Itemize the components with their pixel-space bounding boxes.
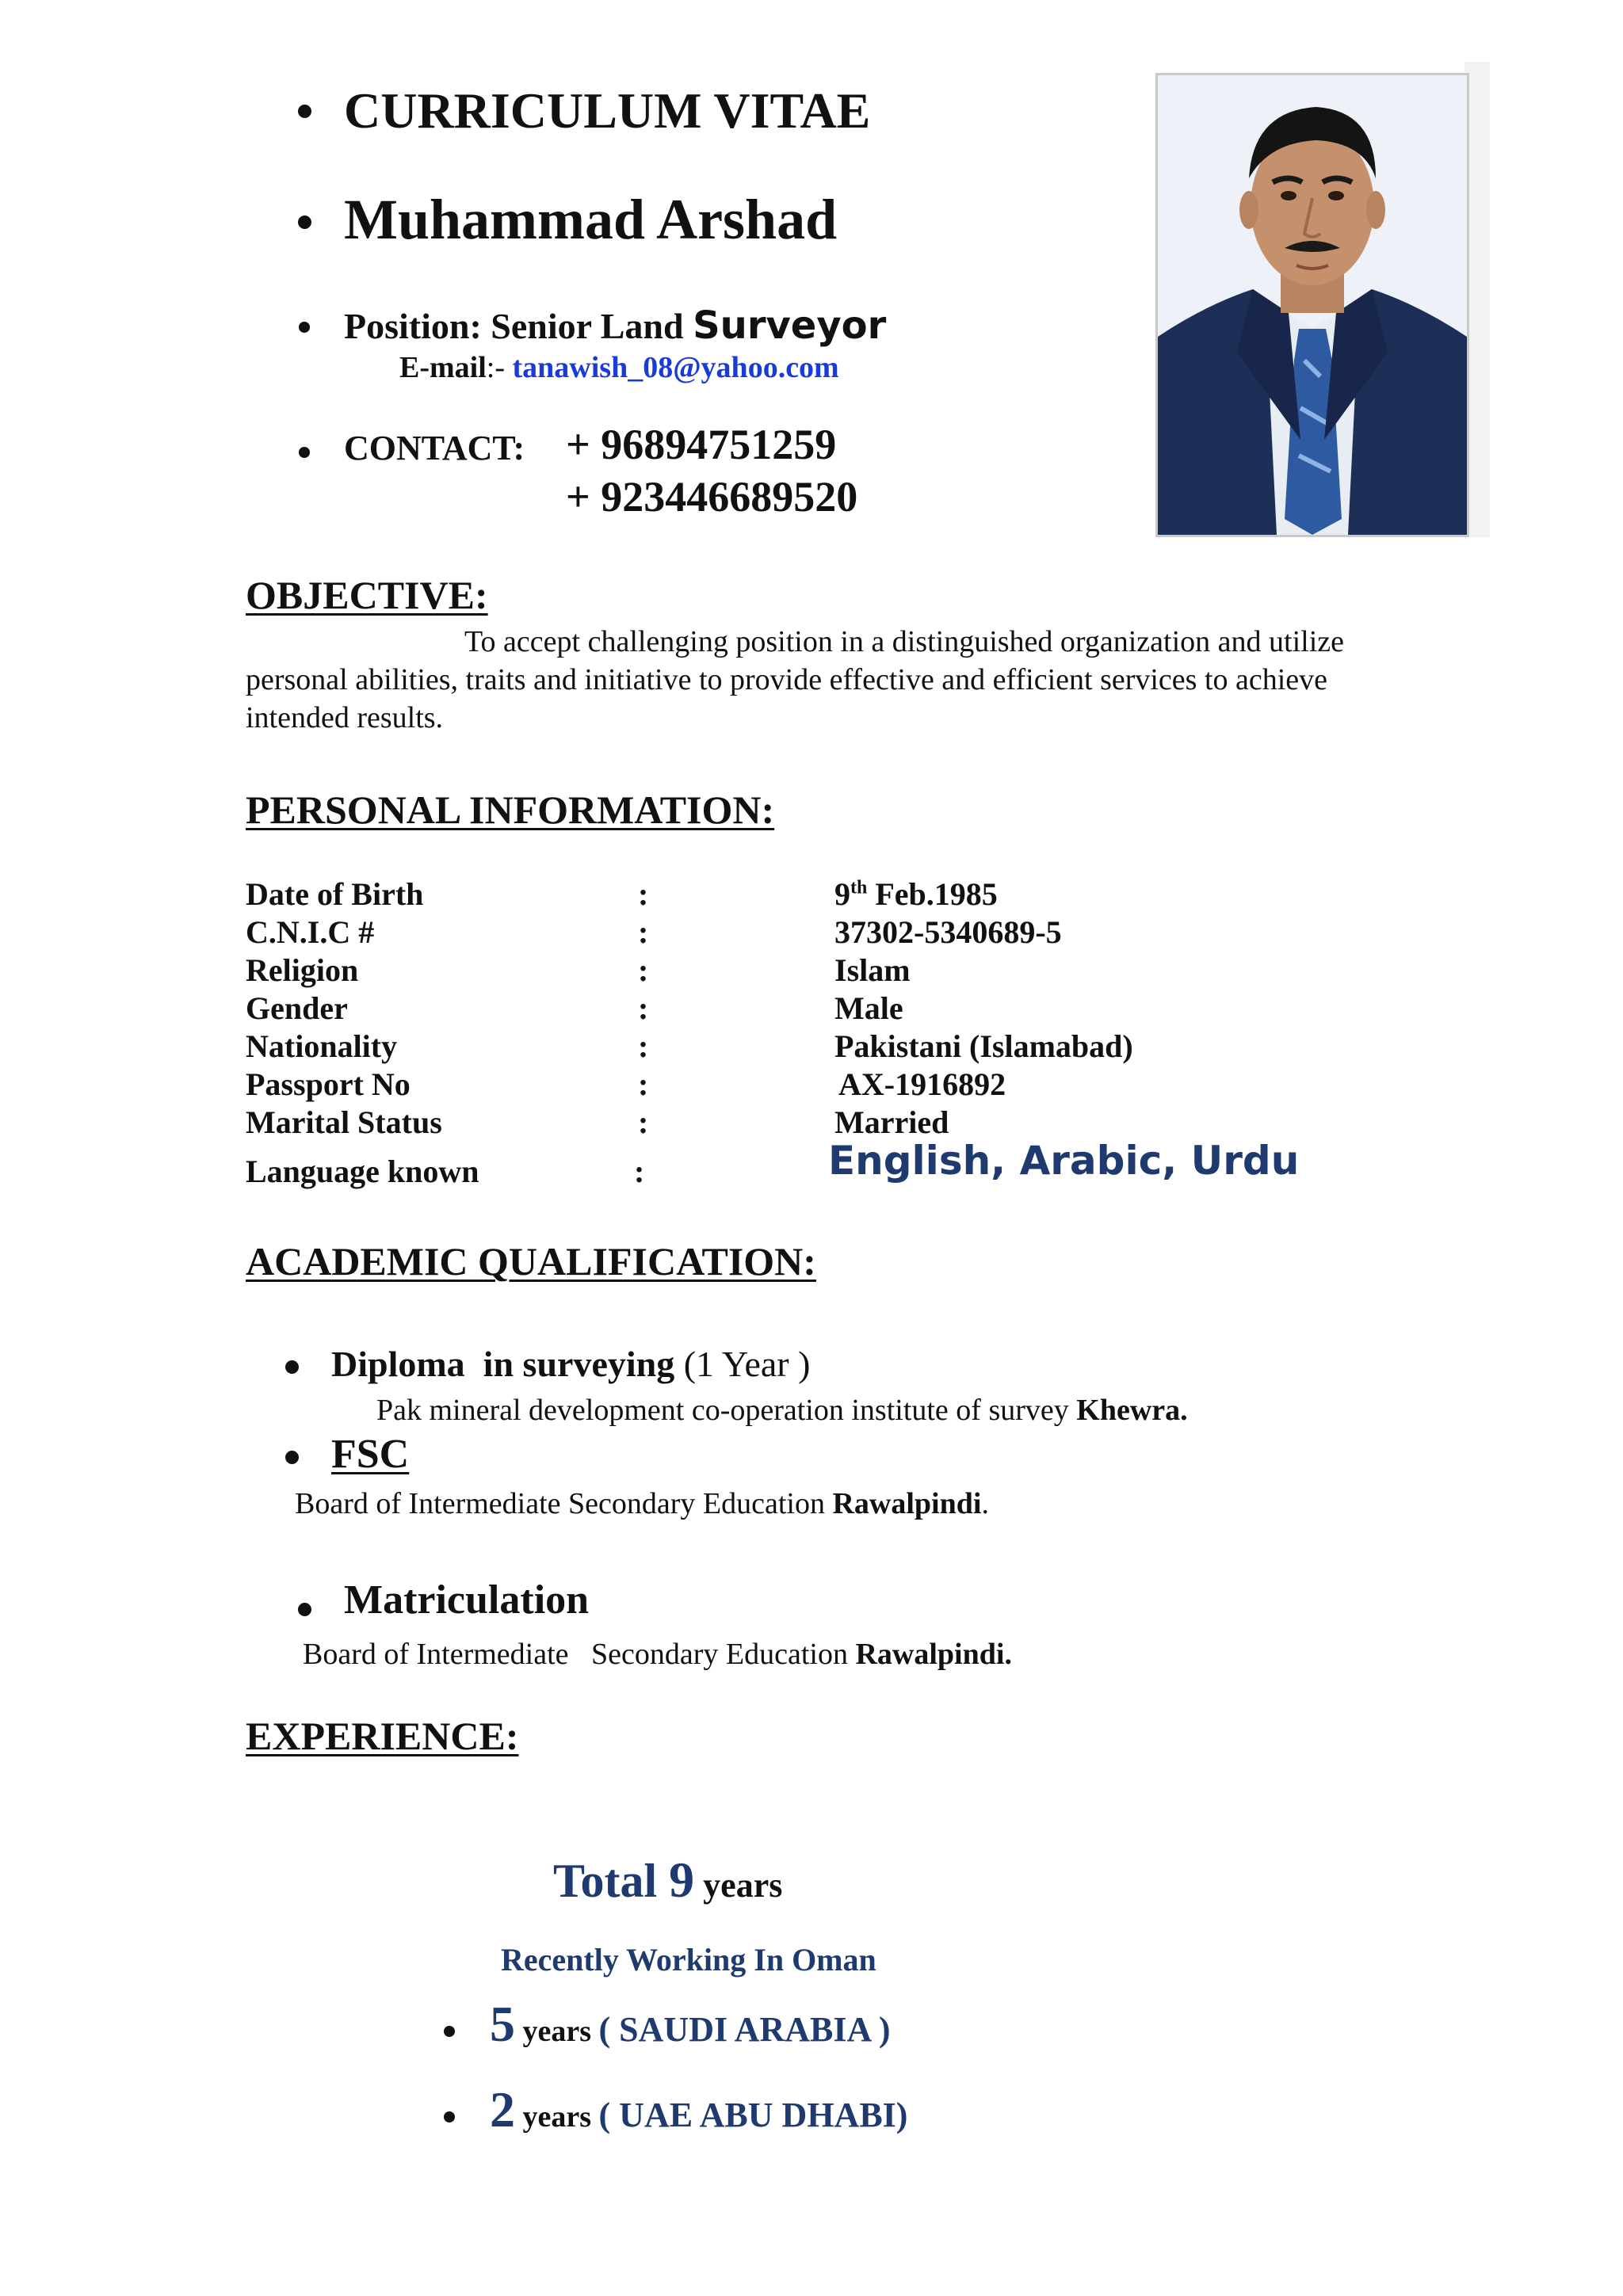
bullet [298,215,311,229]
bullet [298,1603,311,1616]
exp-years-unit: years [515,2100,599,2134]
objective-heading: OBJECTIVE: [246,573,488,617]
contact-label: CONTACT: [344,429,525,467]
bullet [444,2026,455,2037]
info-value: Male [834,990,903,1026]
info-colon: : [638,1028,649,1064]
info-value-languages: English, Arabic, Urdu [828,1138,1300,1184]
info-value-dob [834,875,998,913]
position-label: Position: Senior Land [344,306,693,346]
info-label: Date of Birth [246,876,424,912]
bullet [298,105,311,118]
info-value: 37302-5340689-5 [834,914,1062,950]
total-word: Total [553,1855,670,1907]
exp-years-number: 5 [490,1996,515,2052]
diploma-detail [376,1393,1188,1428]
fsc-board: Board of Intermediate Secondary Education [295,1487,833,1520]
info-label: Passport No [246,1066,411,1102]
personal-info-heading: PERSONAL INFORMATION: [246,788,775,832]
experience-item [490,1995,890,2054]
academic-item-diploma [331,1343,810,1385]
email-line [399,350,839,385]
bullet [285,1360,299,1374]
info-colon: : [638,990,649,1026]
email-label: E-mail [399,351,487,384]
fsc-location: Rawalpindi [832,1487,982,1520]
info-value: Islam [834,952,911,988]
info-value: AX-1916892 [838,1066,1006,1102]
info-label: Nationality [246,1028,398,1064]
recent-location: Recently Working In Oman [501,1942,876,1978]
bullet [299,447,310,458]
diploma-location: Khewra. [1076,1394,1188,1427]
dob-rest: Feb.1985 [867,876,998,912]
dob-suffix: th [850,877,868,898]
objective-line-3: intended results. [246,701,444,734]
academic-item-fsc: FSC [331,1432,410,1477]
academic-item-matric: Matriculation [344,1577,590,1623]
diploma-title: Diploma in surveying [331,1344,675,1384]
position-line [344,303,886,348]
email-link[interactable]: tanawish_08@yahoo.com [512,351,839,384]
diploma-institute: Pak mineral development co-operation institute of survey [376,1394,1077,1427]
phone-secondary: + 923446689520 [566,473,858,521]
bullet [444,2111,455,2122]
cv-title: CURRICULUM VITAE [344,82,871,139]
experience-heading: EXPERIENCE: [246,1714,519,1758]
experience-item [490,2081,907,2139]
total-years-unit: years [694,1866,783,1905]
info-value: Pakistani (Islamabad) [834,1028,1133,1064]
dob-day: 9 [834,876,850,912]
total-years-number: 9 [669,1852,695,1908]
info-label: Marital Status [246,1104,442,1140]
info-label: Language known [246,1154,479,1189]
info-label: Religion [246,952,359,988]
profile-photo [1155,73,1469,537]
experience-total [553,1851,782,1909]
objective-line-2: personal abilities, traits and initiative to provide effective and efficient services to achieve [246,663,1328,696]
fsc-detail [295,1486,989,1521]
info-colon: : [638,1104,649,1140]
exp-years-unit: years [515,2015,599,2048]
fsc-tail: . [981,1487,989,1520]
phone-primary: + 96894751259 [566,421,837,468]
exp-country: ( SAUDI ARABIA ) [598,2010,891,2049]
info-label: Gender [246,990,348,1026]
person-name: Muhammad Arshad [344,188,838,251]
exp-years-number: 2 [490,2081,515,2138]
matric-board: Board of Intermediate Secondary Education [303,1638,856,1671]
academic-heading: ACADEMIC QUALIFICATION: [246,1239,816,1283]
info-colon: : [638,914,649,950]
info-colon: : [638,876,649,912]
email-sep: :- [486,351,513,384]
matric-detail [303,1637,1012,1672]
diploma-note: (1 Year ) [674,1344,811,1384]
info-value: Married [834,1104,949,1140]
info-label: C.N.I.C # [246,914,375,950]
exp-country: ( UAE ABU DHABI) [598,2096,908,2134]
bullet [285,1451,299,1464]
info-colon: : [638,1066,649,1102]
info-colon: : [638,952,649,988]
matric-location: Rawalpindi. [855,1638,1012,1671]
position-suffix: Surveyor [693,303,887,348]
bullet [299,322,310,333]
objective-line-1: To accept challenging position in a distinguished organization and utilize [464,625,1344,658]
info-colon: : [634,1154,645,1189]
